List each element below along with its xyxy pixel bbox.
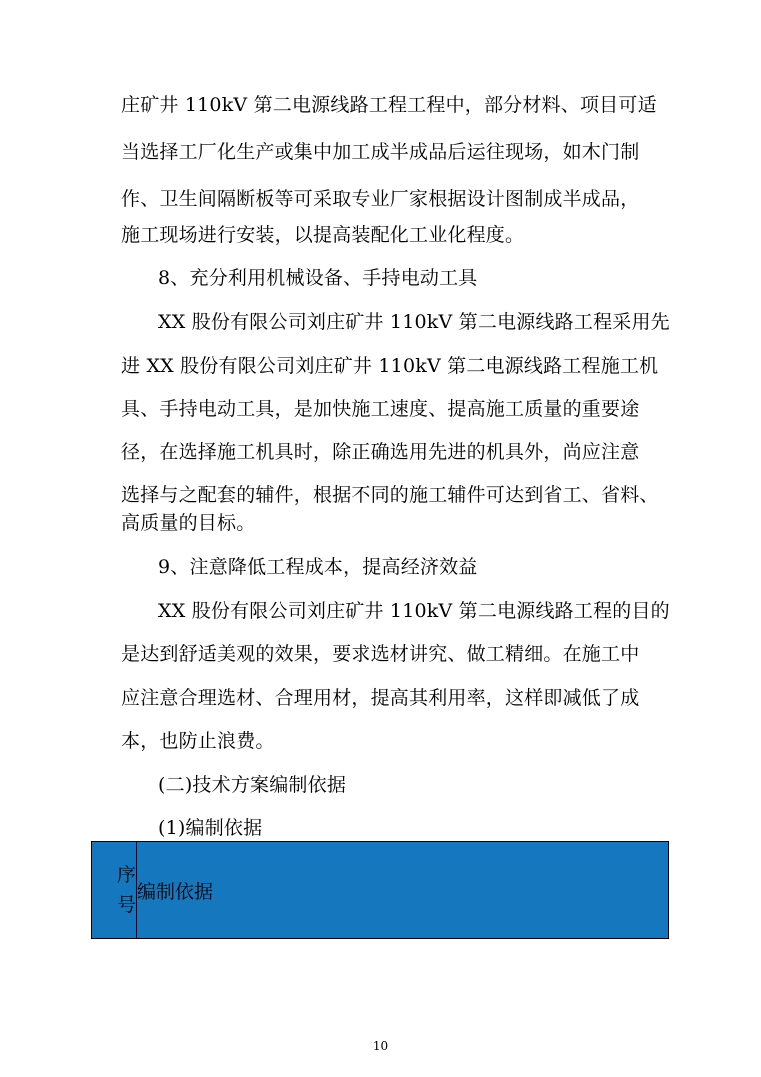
paragraph-line: 是达到舒适美观的效果，要求选材讲究、做工精细。在施工中: [121, 643, 640, 665]
paragraph-line: 本，也防止浪费。: [121, 730, 275, 752]
paragraph-line: 径，在选择施工机具时，除正确选用先进的机具外，尚应注意: [121, 441, 640, 463]
section-heading-8: 8、充分利用机械设备、手持电动工具: [158, 267, 478, 289]
paragraph-line: XX 股份有限公司刘庄矿井 110kV 第二电源线路工程采用先: [158, 311, 670, 333]
paragraph-line: 庄矿井 110kV 第二电源线路工程工程中，部分材料、项目可适: [121, 94, 657, 116]
paragraph-line: 施工现场进行安装，以提高装配化工业化程度。: [121, 224, 525, 246]
page-number: 10: [372, 1039, 389, 1053]
table-header-seq: [92, 842, 137, 939]
paragraph-line: 作、卫生间隔断板等可采取专业厂家根据设计图制成半成品，: [121, 188, 640, 210]
paragraph-line: XX 股份有限公司刘庄矿井 110kV 第二电源线路工程的目的: [158, 600, 670, 622]
paragraph-line: 具、手持电动工具，是加快施工速度、提高施工质量的重要途: [121, 398, 640, 420]
subsection-title: (1)编制依据: [158, 817, 263, 839]
paragraph-line: 进 XX 股份有限公司刘庄矿井 110kV 第二电源线路工程施工机: [121, 355, 659, 377]
paragraph-line: 选择与之配套的辅件，根据不同的施工辅件可达到省工、省料、: [121, 484, 659, 506]
paragraph-line: 高质量的目标。: [121, 512, 256, 534]
paragraph-line: 当选择工厂化生产或集中加工成半成品后运往现场，如木门制: [121, 141, 640, 163]
table-header-basis: 编制依据: [137, 842, 669, 939]
section-title: (二)技术方案编制依据: [158, 774, 347, 796]
table-row: [92, 842, 669, 939]
section-heading-9: 9、注意降低工程成本，提高经济效益: [158, 556, 478, 578]
basis-table: [91, 841, 669, 939]
paragraph-line: 应注意合理选材、合理用材，提高其利用率，这样即减低了成: [121, 687, 640, 709]
seq-char-bottom: 号: [116, 894, 136, 916]
seq-char-top: 序: [116, 864, 136, 886]
